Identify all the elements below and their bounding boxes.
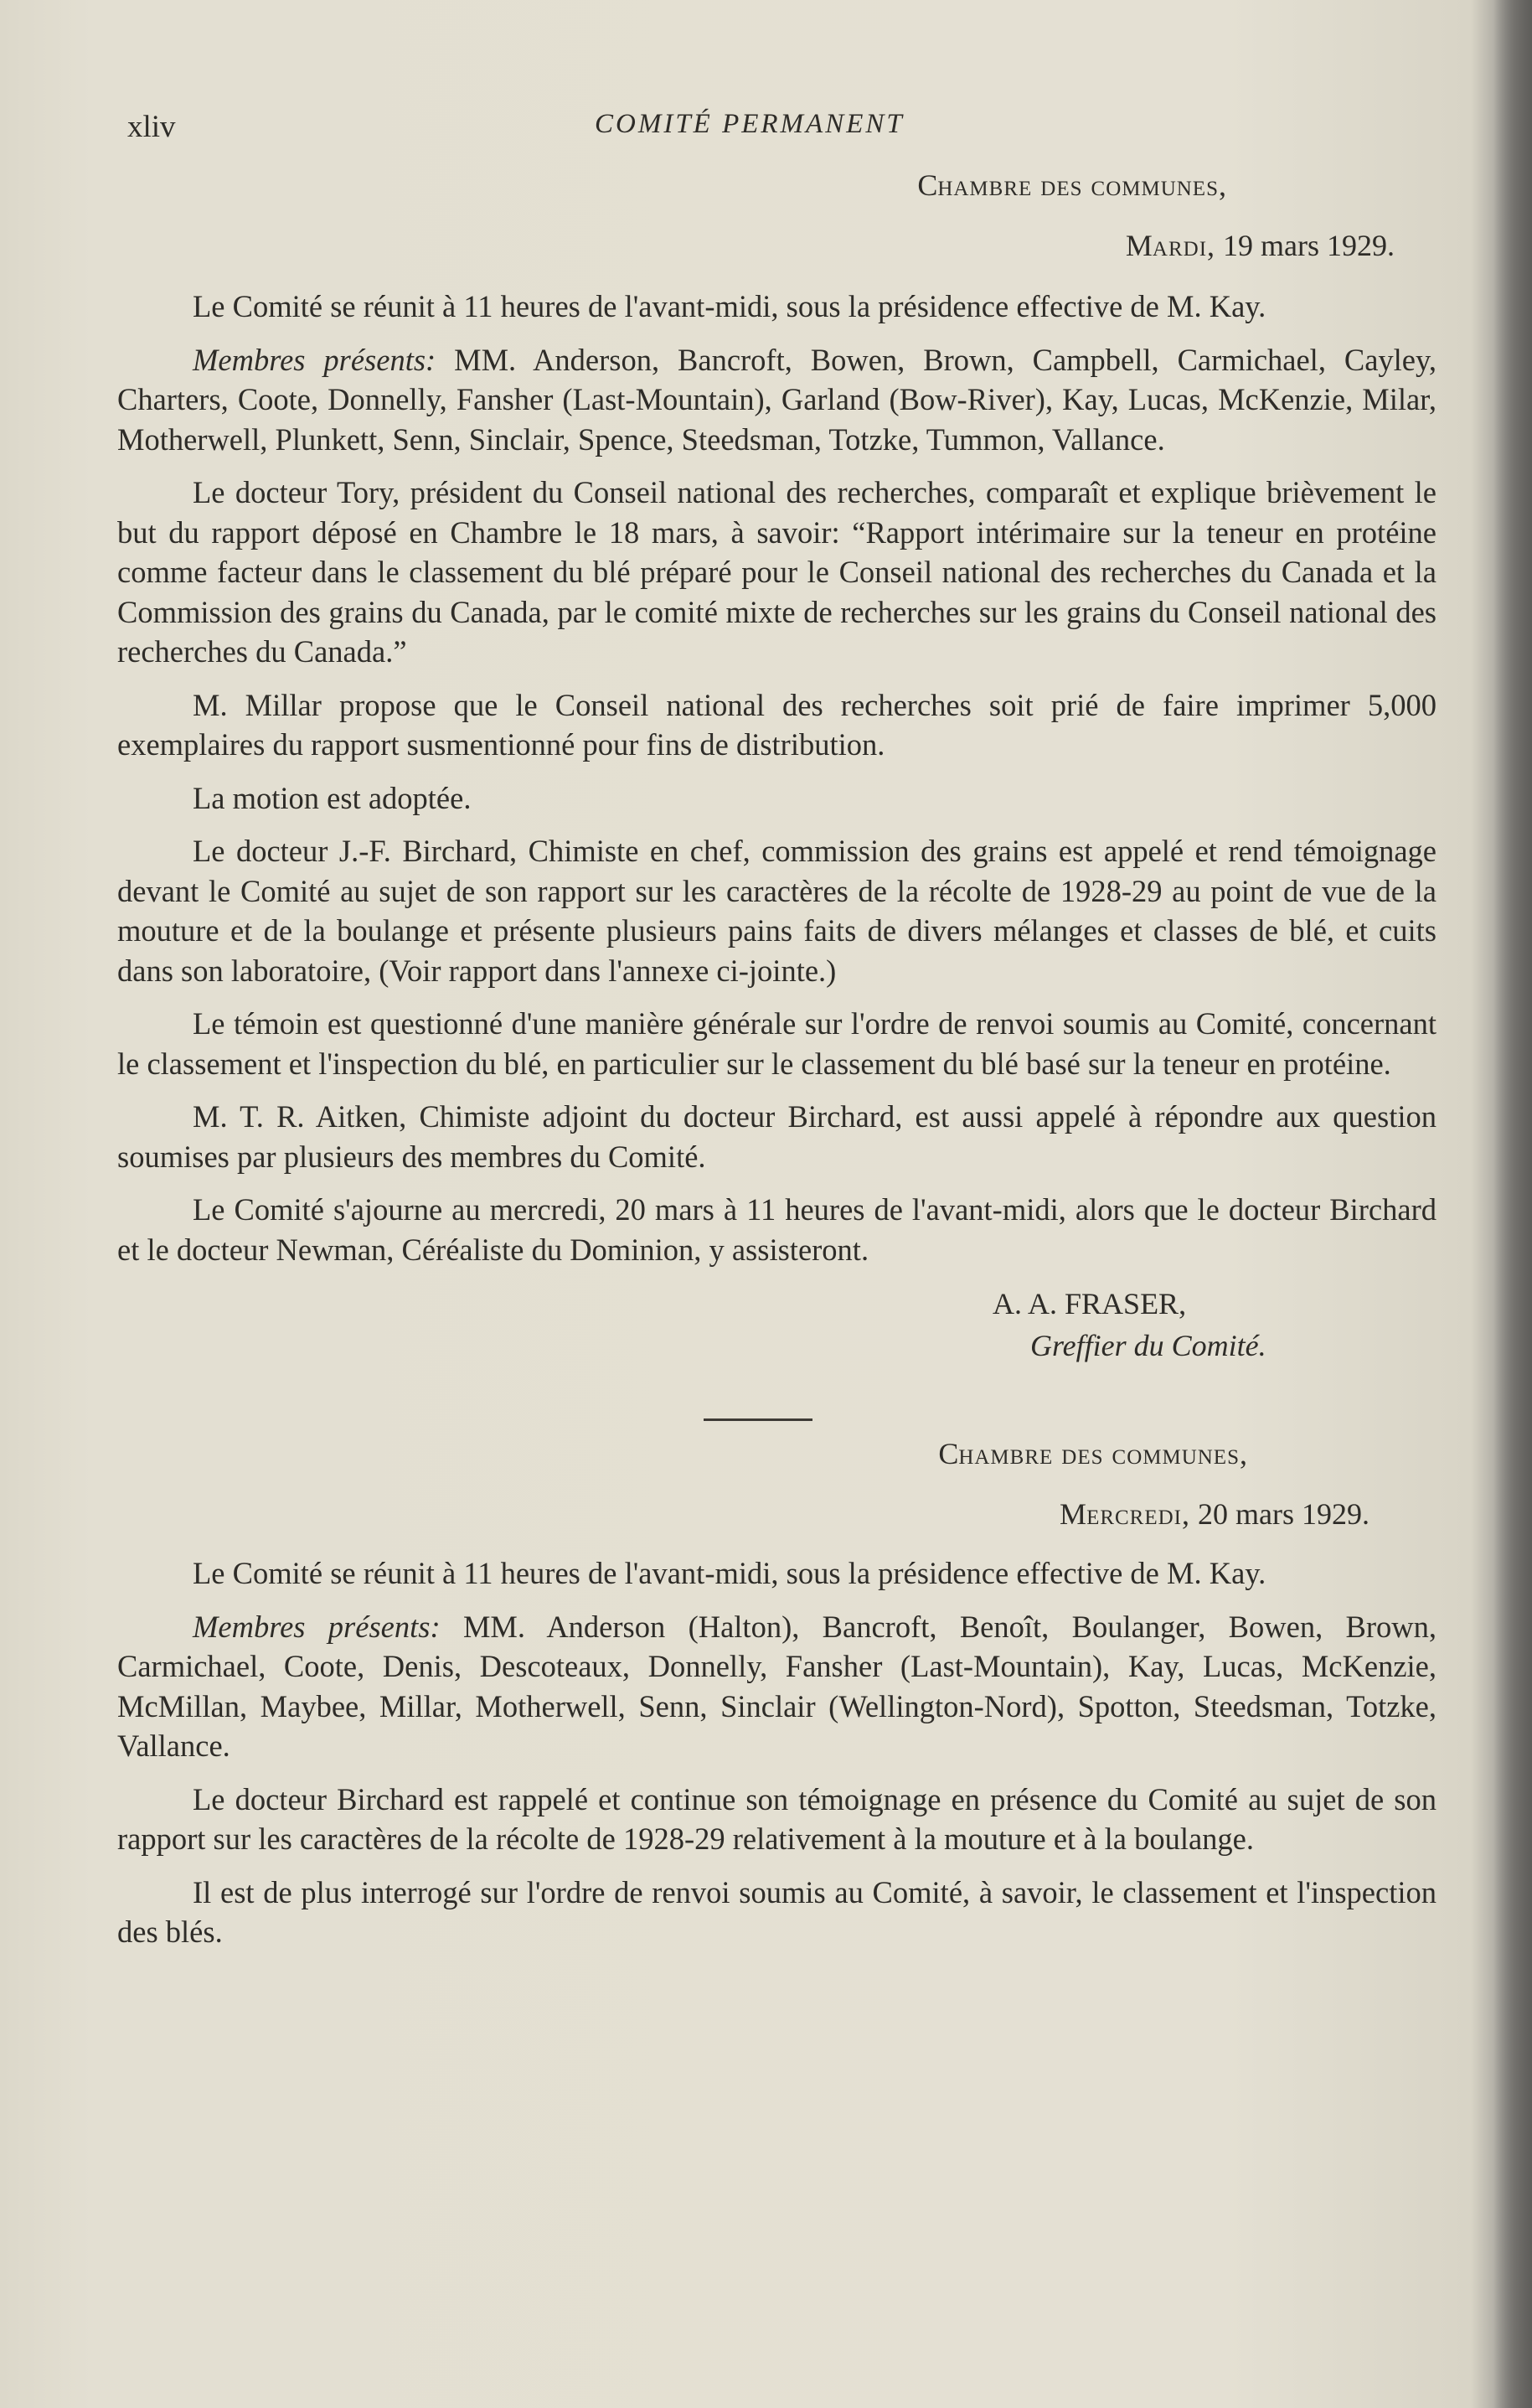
day-initial: M xyxy=(1125,229,1153,262)
signature-title: Greffier du Comité. xyxy=(1030,1329,1266,1362)
page-number: xliv xyxy=(127,110,176,144)
session-date xyxy=(117,225,1395,266)
paragraph-members xyxy=(117,340,1437,460)
members-label: Membres présents: xyxy=(193,342,436,377)
running-head xyxy=(117,90,1437,158)
page-gutter-shadow xyxy=(1493,0,1532,2408)
date-value: 20 mars 1929. xyxy=(1198,1497,1370,1531)
paragraph-motion-adopted: La motion est adoptée. xyxy=(193,780,472,815)
session-place xyxy=(117,164,1227,206)
day-initial: M xyxy=(1060,1497,1087,1531)
session-wednesday xyxy=(117,1433,1437,1952)
date-value: 19 mars 1929. xyxy=(1223,229,1395,262)
paragraph-tory: Le docteur Tory, président du Conseil national des recherches, comparaît et explique brièvement le but du rapport déposé en Chambre le 18 mars, à savoir: “Rapport intérimaire sur la teneur en protéine comme facteur dans le classement du blé préparé pour le Conseil national des recherches du Canada et la Commission des grains du Canada, par le comité mixte de recherches sur les grains du Conseil national des recherches du Canada.” xyxy=(117,475,1437,669)
place-initial: C xyxy=(917,168,938,202)
members-list: MM. Anderson, Bancroft, Bowen, Brown, Campbell, Carmichael, Cayley, Charters, Coote, Donnelly, Fansher (Last-Mountain), Garland (Bow-River), Kay, Lucas, McKenzie, Milar, Motherwell, Plunkett, Senn, Sinclair, Spence, Steedsman, Totzke, Tummon, Vallance. xyxy=(117,342,1437,457)
signature-block xyxy=(117,1283,1437,1367)
day-rest: ardi, xyxy=(1152,229,1216,262)
paragraph-witness: Le témoin est questionné d'une manière générale sur l'ordre de renvoi soumis au Comité, concernant le classement et l'inspection du blé, en particulier sur le classement du blé basé sur la teneur en protéine. xyxy=(117,1006,1437,1081)
session-date xyxy=(117,1493,1370,1535)
place-rest: hambre des communes, xyxy=(937,168,1227,202)
session-place xyxy=(117,1433,1248,1475)
paragraph-opening: Le Comité se réunit à 11 heures de l'avant-midi, sous la présidence effective de M. Kay. xyxy=(193,1556,1266,1590)
paragraph-birchard: Le docteur J.-F. Birchard, Chimiste en chef, commission des grains est appelé et rend témoignage devant le Comité au sujet de son rapport sur les caractères de la récolte de 1928-29 au point de vue de la mouture et de la boulange et présente plusieurs pains faits de divers mélanges et classes de blé, et cuits dans son laboratoire, (Voir rapport dans l'annexe ci-jointe.) xyxy=(117,834,1437,988)
running-title: COMITÉ PERMANENT xyxy=(595,109,905,139)
paragraph-interrogation: Il est de plus interrogé sur l'ordre de renvoi soumis au Comité, à savoir, le classement et l'inspection des blés. xyxy=(117,1874,1437,1949)
signature-name: A. A. FRASER, xyxy=(993,1287,1187,1320)
place-initial: C xyxy=(938,1437,959,1470)
day-rest: ercredi, xyxy=(1086,1497,1191,1531)
paragraph-members xyxy=(117,1607,1437,1766)
place-rest: hambre des communes, xyxy=(958,1437,1248,1470)
paragraph-millar-motion: M. Millar propose que le Conseil national des recherches soit prié de faire imprimer 5,000 exemplaires du rapport susmentionné pour fins de distribution. xyxy=(117,687,1437,762)
paragraph-adjourn: Le Comité s'ajourne au mercredi, 20 mars à 11 heures de l'avant-midi, alors que le docteur Birchard et le docteur Newman, Céréaliste du Dominion, y assisteront. xyxy=(117,1192,1437,1267)
paragraph-birchard-recalled: Le docteur Birchard est rappelé et continue son témoignage en présence du Comité au sujet de son rapport sur les caractères de la récolte de 1928-29 relativement à la mouture et à la boulange. xyxy=(117,1781,1437,1856)
paragraph-opening: Le Comité se réunit à 11 heures de l'avant-midi, sous la présidence effective de M. Kay. xyxy=(193,289,1266,323)
paragraph-aitken: M. T. R. Aitken, Chimiste adjoint du docteur Birchard, est aussi appelé à répondre aux question soumises par plusieurs des membres du Comité. xyxy=(117,1099,1437,1174)
members-label: Membres présents: xyxy=(193,1609,441,1644)
members-list: MM. Anderson (Halton), Bancroft, Benoît, Boulanger, Bowen, Brown, Carmichael, Coote, Denis, Descoteaux, Donnelly, Fansher (Last-Mountain), Kay, Lucas, McKenzie, McMillan, Maybee, Millar, Motherwell, Senn, Sinclair (Wellington-Nord), Spotton, Steedsman, Totzke, Vallance. xyxy=(117,1609,1437,1763)
session-tuesday xyxy=(117,164,1437,1367)
section-divider xyxy=(704,1418,812,1421)
text-block xyxy=(117,90,1437,1966)
